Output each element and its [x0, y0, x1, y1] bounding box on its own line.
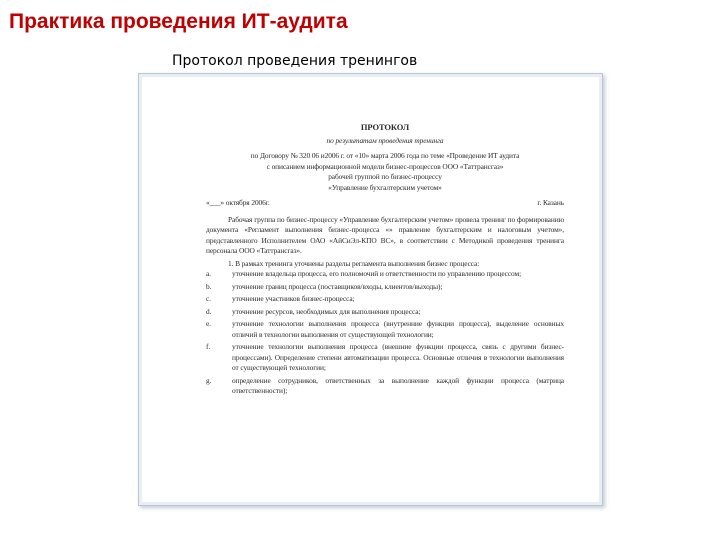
point-1: 1. В рамках тренинга уточнены разделы регламента выполнения бизнес процесса:: [228, 258, 480, 268]
list-marker: b.: [206, 281, 212, 291]
main-paragraph: Рабочая группа по бизнес-процессу «Управление бухгалтерским учетом» провела тренинг по формированию документа «Регламент выполнения бизнес-процесса «» правление бухгалтерским и налоговым учетом», представленного Исполнителем ОАО «АйСиЭл-КПО ВС», в соответствии с Методикой проведения тренинга персонала ООО «Таттрансгаз».: [206, 214, 564, 255]
list-item: [206, 307, 564, 318]
list-text: уточнение границ процесса (поставщиков/входы, клиентов/выходы);: [232, 281, 443, 291]
list-marker: f.: [206, 342, 211, 351]
list-marker: g.: [206, 375, 212, 385]
date-place-row: [206, 198, 564, 209]
list-marker: a.: [206, 269, 211, 278]
document-subheading: по результатам проведения тренинга: [326, 135, 444, 145]
protocol-document: [206, 122, 564, 397]
intro-line: с описанием информационной модели бизнес-процессов ООО «Таттрансгаз»: [266, 161, 504, 171]
slide-subtitle: Протокол проведения тренингов: [172, 53, 418, 69]
list-item: [206, 282, 564, 293]
list-item: [206, 294, 564, 305]
list-marker: d.: [206, 306, 212, 316]
list-text: уточнение участников бизнес-процесса;: [232, 294, 355, 303]
list-marker: c.: [206, 294, 211, 303]
document-city: г. Казань: [537, 198, 564, 207]
list-text: уточнение технологии выполнения процесса (внутренние функции процесса), выделение основных отличий в технологии выполнения от существующей технологии;: [232, 319, 564, 339]
slide-title: Практика проведения ИТ-аудита: [9, 10, 348, 33]
document-heading: ПРОТОКОЛ: [360, 122, 410, 132]
list-text: уточнение владельца процесса, его полномочий и ответственности по управлению процессом;: [232, 269, 522, 278]
list-text: определение сотрудников, ответственных за выполнение каждой функции процесса (матрица ответственности);: [232, 375, 564, 395]
document-scan: [138, 73, 603, 506]
list-item: [206, 269, 564, 280]
intro-line: «Управление бухгалтерским учетом»: [328, 182, 442, 192]
list-text: уточнение технологии выполнения процесса (внешние функции процесса, связь с другими бизнес-процессами). Определение степени автоматизации процесса. Основные отличия в технологии выполнения от существующей технологии;: [232, 342, 564, 372]
intro-line: по Договору № 320 06 и2006 г. от «10» марта 2006 года по теме «Проведение ИТ аудита: [250, 151, 520, 160]
list-item: [206, 342, 564, 374]
list-item: [206, 376, 564, 397]
list-marker: e.: [206, 319, 211, 328]
intro-line: рабочей группой по бизнес-процессу: [328, 172, 442, 181]
list-item: [206, 319, 564, 340]
list-text: уточнение ресурсов, необходимых для выполнения процесса;: [232, 306, 421, 316]
document-date: «___» октября 2006г.: [206, 198, 270, 207]
